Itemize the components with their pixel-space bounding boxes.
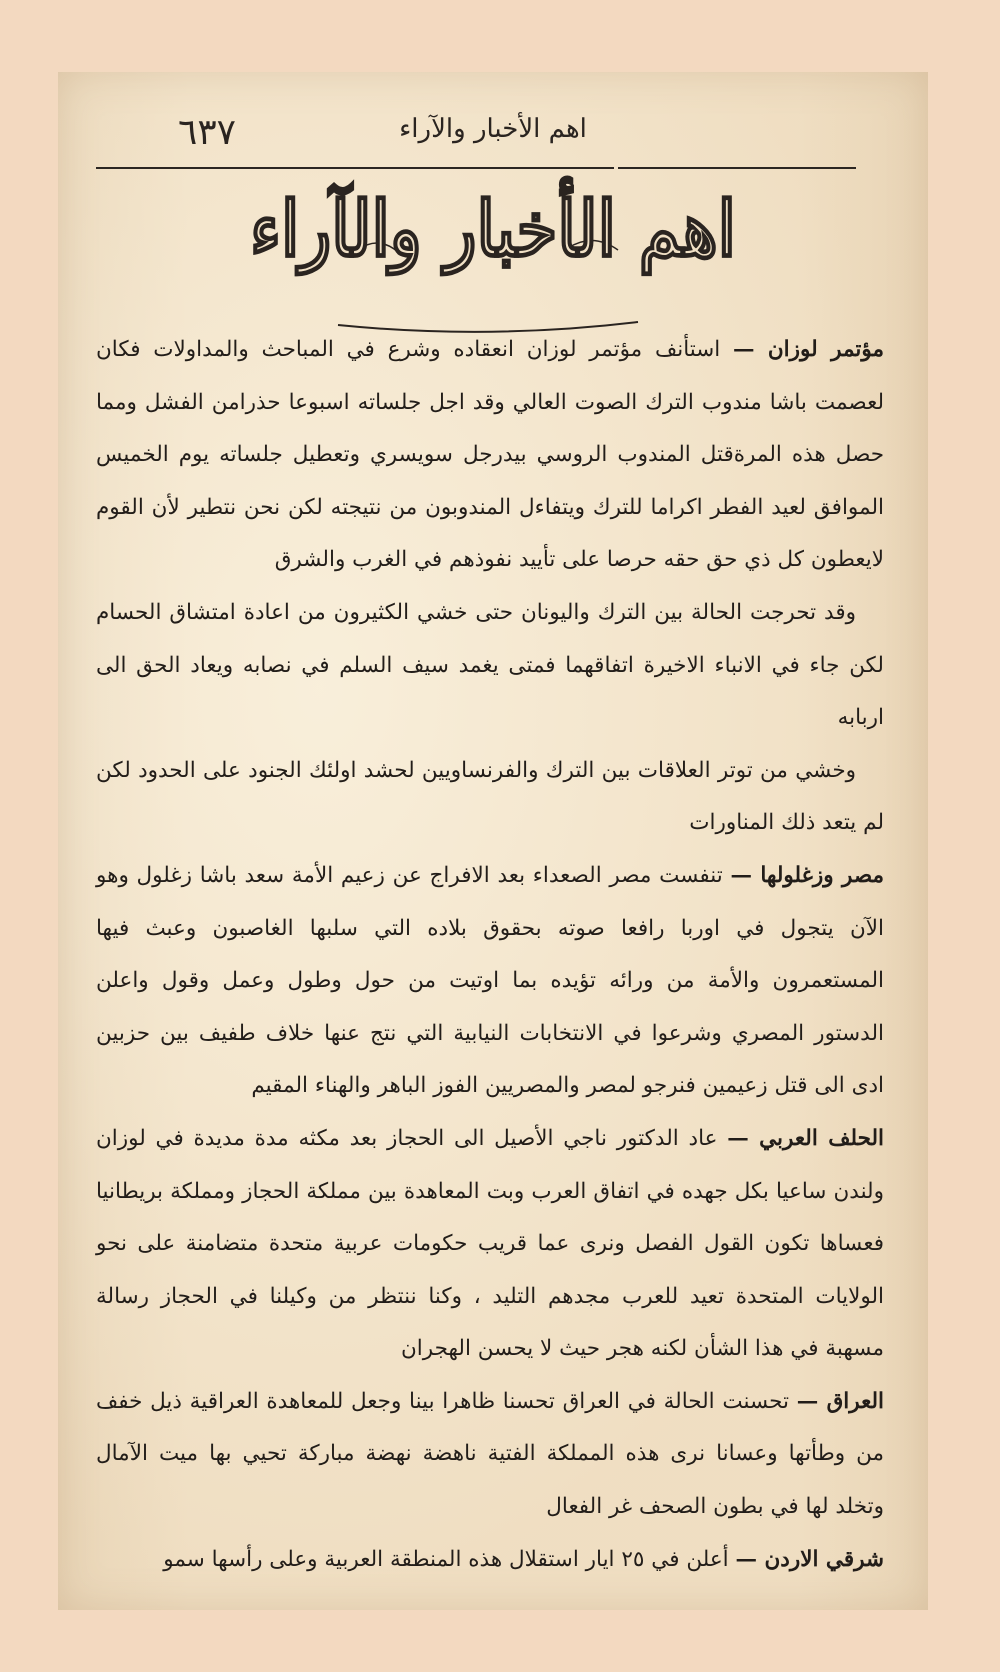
news-section bbox=[96, 745, 884, 850]
section-text: وخشي من توتر العلاقات بين الترك والفرنساويين لحشد اولئك الجنود على الحدود لكن لم يتعد ذلك المناورات bbox=[96, 757, 884, 836]
news-section bbox=[96, 1113, 884, 1376]
section-text: أعلن في ٢٥ ايار استقلال هذه المنطقة العربية وعلى رأسها سمو bbox=[163, 1546, 729, 1572]
page-header bbox=[98, 102, 888, 162]
news-section bbox=[96, 1534, 884, 1587]
news-section bbox=[96, 850, 884, 1113]
section-text: عاد الدكتور ناجي الأصيل الى الحجاز بعد مكثه مدة مديدة في لوزان ولندن ساعيا بكل جهده في اتفاق العرب وبت المعاهدة بين مملكة الحجاز ومملكة بريطانيا فعساها تكون القول الفصل ونرى عما قريب حكومات عربية متحدة متضامنة على نحو الولايات المتحدة تعيد للعرب مجدهم التليد ، وكنا ننتظر من وكيلنا في الحجاز رسالة مسهبة في هذا الشأن لكنه هجر حيث لا يحسن الهجران bbox=[96, 1125, 884, 1362]
section-text: تحسنت الحالة في العراق تحسنا ظاهرا بينا وجعل للمعاهدة العراقية ذيل خفف من وطأتها وعسانا نرى هذه المملكة الفتية ناهضة نهضة مباركة تحيي بها ميت الآمال وتخلد لها في بطون الصحف غر الفعال bbox=[96, 1388, 884, 1520]
news-section bbox=[96, 1376, 884, 1534]
running-title: اهم الأخبار والآراء bbox=[399, 114, 587, 144]
section-heading: الحلف العربي — bbox=[727, 1125, 884, 1151]
section-text: استأنف مؤتمر لوزان انعقاده وشرع في المباحث والمداولات فكان لعصمت باشا مندوب الترك الصوت العالي وقد اجل جلساته اسبوعا حذرامن الفشل ومما حصل هذه المرةقتل المندوب الروسي بيدرجل سويسري وتعطيل جلساته يوم الخميس الموافق لعيد الفطر اكراما للترك ويتفاءل المندوبون من نتيجته لكن نحن نتطير لأن القوم لايعطون كل ذي حق حقه حرصا على تأييد نفوذهم في الغرب والشرق bbox=[96, 337, 884, 573]
section-heading: مؤتمر لوزان — bbox=[732, 337, 884, 362]
page-number: ٦٣٧ bbox=[178, 112, 237, 153]
section-heading: مصر وزغلولها — bbox=[730, 862, 885, 888]
header-rule bbox=[618, 167, 856, 169]
header-rule bbox=[96, 167, 614, 169]
section-masthead bbox=[58, 184, 928, 274]
masthead-title: اهم الأخبار والآراء bbox=[250, 184, 736, 274]
news-section bbox=[96, 587, 884, 745]
section-text: تنفست مصر الصعداء بعد الافراج عن زعيم الأمة سعد باشا زغلول وهو الآن يتجول في اوربا رافعا صوته بحقوق بلاده التي سلبها الغاصبون وعبث فيها المستعمرون والأمة من ورائه تؤيده بما اوتيت من حول وطول وعمل وقول واعلن الدستور المصري وشرعوا في الانتخابات النيابية التي نتج عنها خلاف طفيف بين حزبين ادى الى قتل زعيمين فنرجو لمصر والمصريين الفوز الباهر والهناء المقيم bbox=[96, 862, 884, 1099]
section-heading: شرقي الاردن — bbox=[735, 1546, 884, 1572]
section-heading: العراق — bbox=[796, 1388, 884, 1414]
book-page bbox=[58, 72, 928, 1610]
news-section bbox=[96, 324, 884, 587]
article-body bbox=[96, 324, 884, 1586]
section-text: وقد تحرجت الحالة بين الترك واليونان حتى خشي الكثيرون من اعادة امتشاق الحسام لكن جاء في الانباء الاخيرة اتفاقهما فمتى يغمد سيف السلم في نصابه ويعاد الحق الى اربابه bbox=[96, 599, 884, 731]
